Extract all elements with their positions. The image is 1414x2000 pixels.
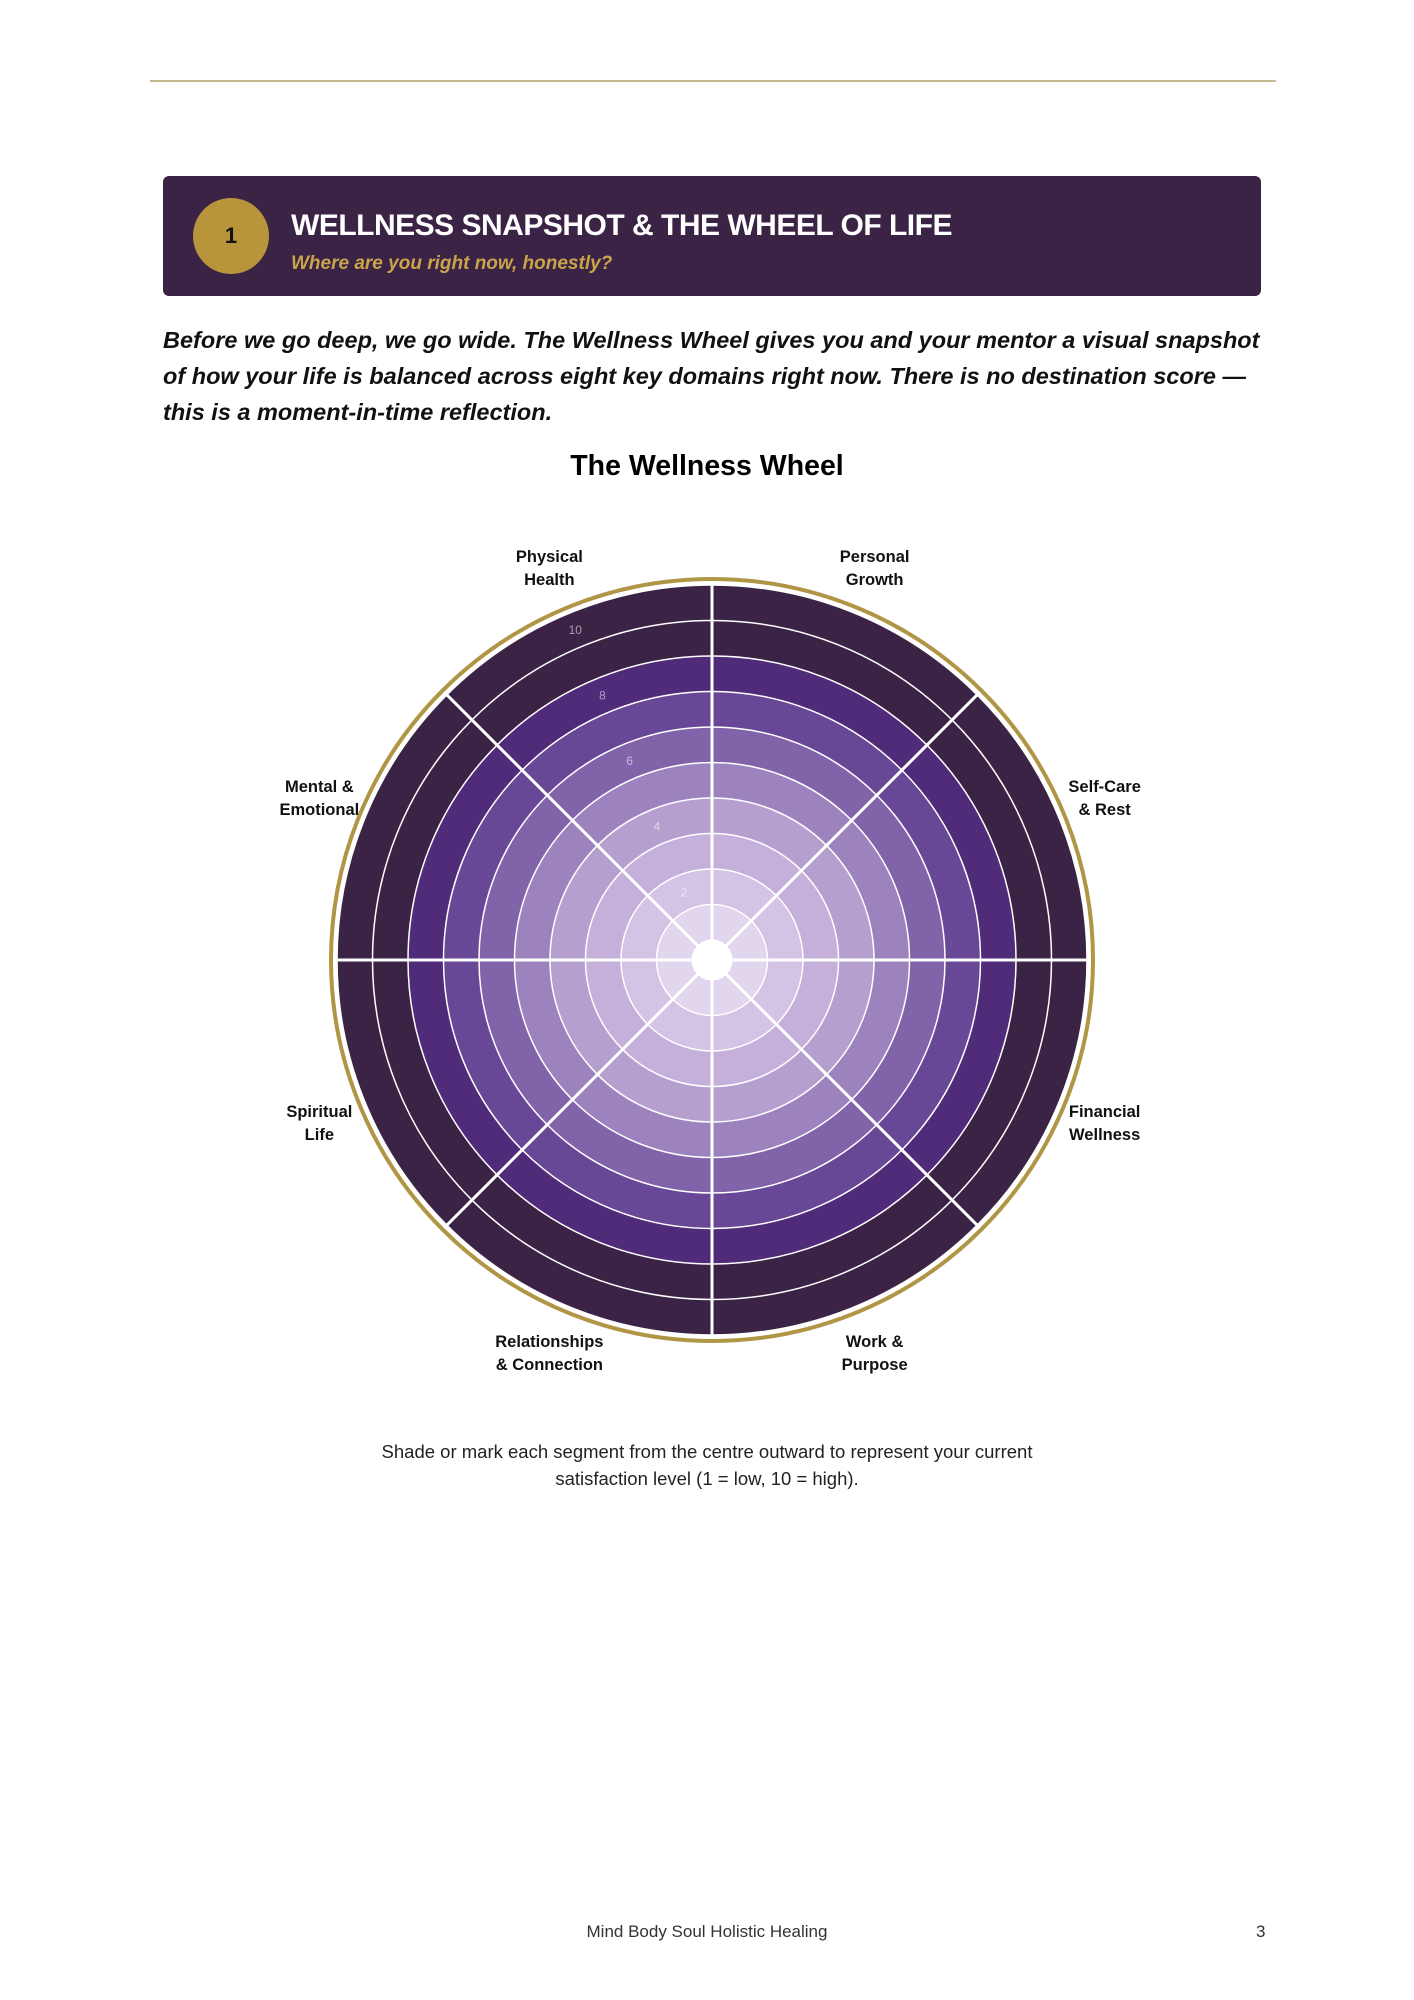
intro-paragraph: Before we go deep, we go wide. The Wellness Wheel gives you and your mentor a visual snapshot of how your life is balanced across eight key domains right now. There is no destination score — this is a moment-in-time reflection. (163, 327, 1260, 425)
wheel-tick-label: 2 (680, 885, 688, 900)
wheel-tick-label: 6 (626, 754, 633, 769)
segment-label: Relationships & Connection (495, 1333, 604, 1375)
section-title: WELLNESS SNAPSHOT & THE WHEEL OF LIFE (291, 209, 952, 242)
wheel-hub (692, 940, 732, 980)
wheel-tick-label: 8 (599, 688, 606, 703)
segment-label: Financial Wellness (1068, 1103, 1141, 1145)
page-number: 3 (1256, 1922, 1266, 1941)
segment-label: Spiritual Life (286, 1103, 353, 1145)
wheel-tick-label: 10 (568, 622, 582, 637)
wheel-tick-label: 4 (653, 819, 661, 834)
wheel-title: The Wellness Wheel (570, 450, 844, 482)
section-subtitle: Where are you right now, honestly? (291, 253, 613, 274)
wheel-caption: Shade or mark each segment from the centre outward to represent your current satisfaction level (1 = low, 10 = high). (381, 1441, 1033, 1489)
segment-label: Work & Purpose (841, 1333, 908, 1375)
segment-label: Personal Growth (839, 547, 910, 589)
segment-label: Physical Health (515, 547, 583, 589)
segment-label: Mental & Emotional (279, 777, 360, 819)
footer-brand: Mind Body Soul Holistic Healing (586, 1922, 828, 1941)
segment-label: Self-Care & Rest (1068, 777, 1141, 819)
section-number-badge: 1 (193, 198, 269, 274)
